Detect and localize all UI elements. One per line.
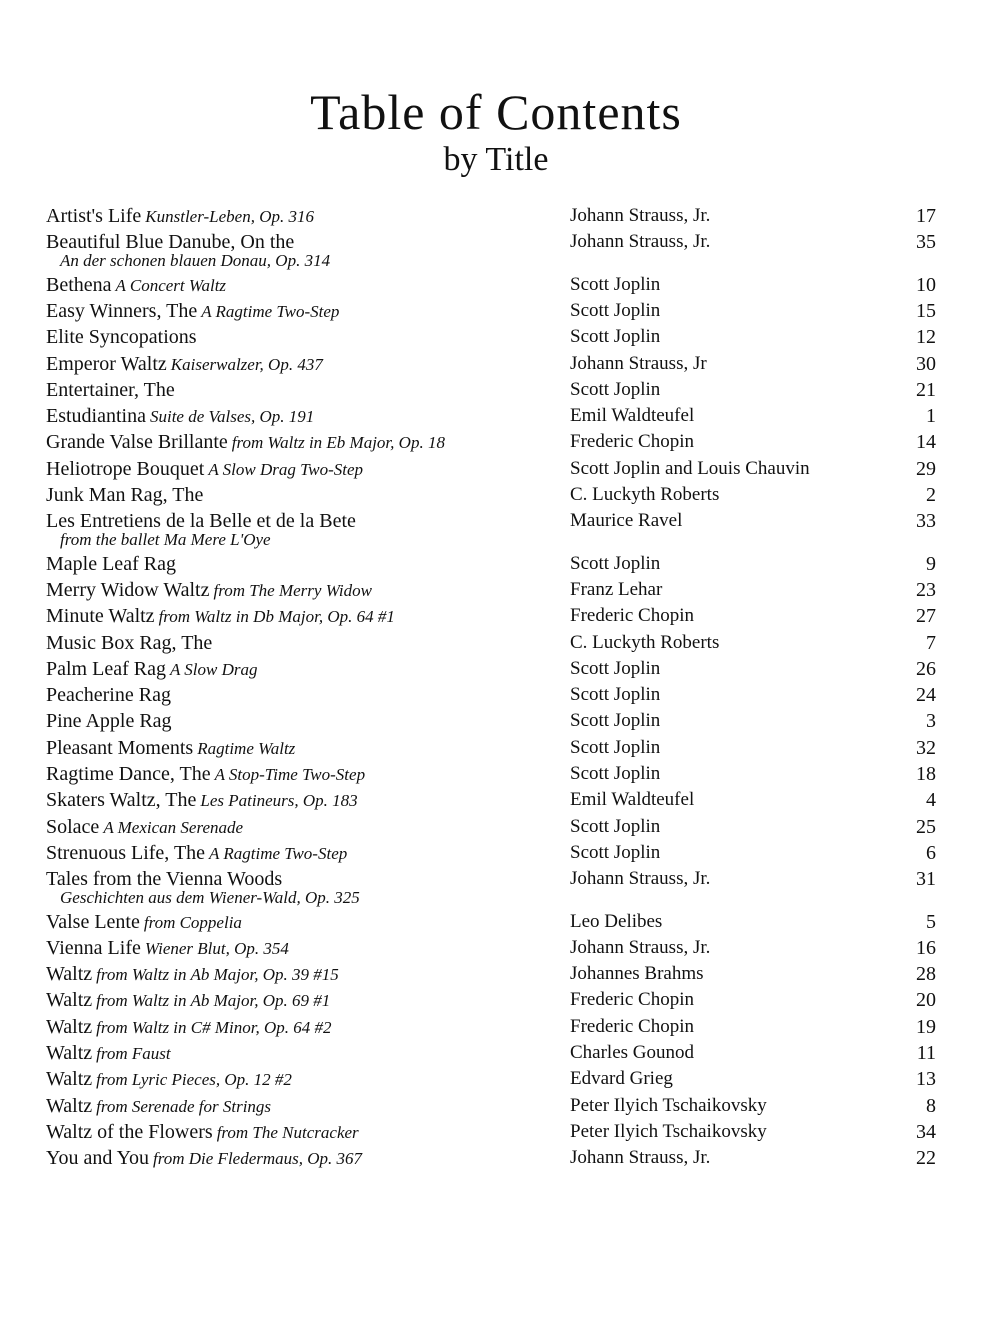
entry-title-cell	[46, 404, 314, 429]
entry-title: Strenuous Life, The	[46, 841, 206, 864]
entry-title-cell	[46, 578, 372, 603]
toc-entry	[0, 657, 992, 683]
entry-title: Waltz	[46, 989, 93, 1012]
entry-title-cell	[46, 936, 289, 961]
entry-title: Grande Valse Brillante	[46, 431, 228, 454]
entry-page-number: 15	[916, 299, 936, 322]
entry-subtitle: from Waltz in Ab Major, Op. 39 #15	[96, 965, 339, 985]
entry-subtitle: from The Nutcracker	[216, 1122, 359, 1142]
entry-title-cell	[46, 604, 395, 629]
entry-title: Pleasant Moments	[46, 736, 194, 759]
toc-entry	[0, 762, 992, 788]
toc-entry	[0, 378, 992, 404]
entry-title-cell	[46, 709, 172, 733]
entry-title-cell	[46, 762, 365, 787]
entry-subtitle: Kaiserwalzer, Op. 437	[170, 354, 323, 374]
toc-entry	[0, 1015, 992, 1041]
entry-page-number: 31	[916, 868, 936, 891]
toc-entry	[0, 631, 992, 657]
entry-composer: Charles Gounod	[570, 1042, 695, 1063]
toc-entry	[0, 936, 992, 962]
toc-entry	[0, 1094, 992, 1120]
entry-page-number: 18	[916, 763, 936, 785]
entry-composer: Johann Strauss, Jr.	[570, 868, 711, 890]
entry-composer: Edvard Grieg	[570, 1068, 673, 1090]
toc-entry	[0, 457, 992, 483]
entry-title-cell	[46, 1041, 171, 1066]
entry-title-cell	[46, 788, 358, 813]
entry-page-number: 19	[916, 1015, 936, 1038]
entry-title-cell	[46, 1146, 362, 1171]
toc-entry	[0, 404, 992, 430]
toc-entry	[0, 988, 992, 1014]
entry-title: Beautiful Blue Danube, On the	[46, 231, 295, 254]
toc-entry	[0, 1146, 992, 1172]
entry-page-number: 11	[916, 1042, 936, 1064]
toc-entry	[0, 709, 992, 735]
entry-title: Vienna Life	[46, 936, 141, 959]
entry-subtitle: from Waltz in C# Minor, Op. 64 #2	[96, 1017, 332, 1037]
entry-page-number: 25	[916, 815, 936, 838]
entry-title-cell	[46, 736, 295, 761]
entry-title: Waltz	[46, 1042, 93, 1064]
entry-subtitle: A Ragtime Two-Step	[209, 843, 348, 863]
entry-composer: Johann Strauss, Jr	[570, 352, 707, 374]
entry-title-cell	[46, 1015, 332, 1040]
entry-composer: Johann Strauss, Jr.	[570, 205, 711, 226]
entry-title: Waltz	[46, 1068, 93, 1091]
entry-page-number: 6	[926, 841, 936, 864]
entry-page-number: 30	[916, 352, 936, 375]
entry-composer: Franz Lehar	[570, 578, 663, 600]
entry-page-number: 22	[916, 1147, 936, 1170]
toc-entry	[0, 1120, 992, 1146]
entry-composer: Scott Joplin	[570, 815, 661, 837]
entry-page-number: 2	[926, 484, 936, 506]
entry-title: Palm Leaf Rag	[46, 657, 166, 680]
entry-composer: Johann Strauss, Jr.	[570, 1147, 711, 1169]
toc-entry	[0, 204, 992, 230]
entry-page-number: 27	[916, 605, 936, 628]
entry-title: Estudiantina	[46, 405, 146, 428]
entry-subtitle: A Mexican Serenade	[103, 817, 244, 837]
entry-composer: Scott Joplin	[570, 684, 661, 706]
entry-title: Maple Leaf Rag	[46, 552, 176, 575]
entry-subtitle: Kunstler-Leben, Op. 316	[145, 207, 314, 226]
entry-title-cell	[46, 683, 171, 707]
entry-title: Elite Syncopations	[46, 326, 197, 349]
entry-subtitle: from Die Fledermaus, Op. 367	[153, 1149, 363, 1169]
entry-composer: Scott Joplin	[570, 841, 661, 863]
entry-title: Entertainer, The	[46, 378, 175, 401]
entry-page-number: 9	[926, 552, 936, 575]
toc-entry	[0, 604, 992, 630]
entry-page-number: 23	[916, 578, 936, 601]
entry-composer: Scott Joplin	[570, 763, 661, 784]
entry-page-number: 5	[926, 910, 936, 933]
entry-title: Ragtime Dance, The	[46, 763, 211, 785]
entry-subtitle-line: Geschichten aus dem Wiener-Wald, Op. 325	[60, 888, 360, 908]
entry-title-cell	[46, 841, 347, 866]
entry-title-cell	[46, 1120, 359, 1145]
entry-subtitle: Suite de Valses, Op. 191	[149, 407, 315, 427]
entry-composer: Johann Strauss, Jr.	[570, 936, 711, 958]
entry-title: Music Box Rag, The	[46, 631, 213, 654]
toc-entry	[0, 910, 992, 936]
entry-composer: Scott Joplin	[570, 299, 661, 321]
entry-title-cell	[46, 299, 339, 324]
entry-composer: C. Luckyth Roberts	[570, 631, 720, 653]
entry-title: Easy Winners, The	[46, 299, 198, 322]
entry-composer: Frederic Chopin	[570, 1015, 695, 1037]
toc-entry	[0, 1041, 992, 1067]
entry-composer: Scott Joplin	[570, 378, 661, 400]
entry-page-number: 29	[916, 457, 936, 480]
entry-composer: Johann Strauss, Jr.	[570, 231, 711, 253]
toc-entry	[0, 736, 992, 762]
toc-entry	[0, 1067, 992, 1093]
entry-subtitle: from Coppelia	[143, 912, 242, 932]
entry-composer: Scott Joplin	[570, 326, 661, 348]
toc-entry	[0, 578, 992, 604]
entry-title-cell	[46, 910, 242, 935]
entry-subtitle: A Slow Drag	[169, 659, 258, 679]
entry-composer: Scott Joplin and Louis Chauvin	[570, 457, 810, 479]
entry-page-number: 3	[926, 710, 936, 733]
entry-subtitle: Les Patineurs, Op. 183	[200, 791, 358, 811]
entry-title-cell	[46, 378, 175, 402]
entry-title: Solace	[46, 815, 100, 838]
toc-entry	[0, 867, 992, 908]
entry-title-cell	[46, 325, 197, 349]
entry-composer: Scott Joplin	[570, 736, 661, 758]
entry-page-number: 34	[916, 1120, 936, 1143]
entry-title: Minute Waltz	[46, 605, 155, 628]
entry-title: Junk Man Rag, The	[46, 484, 204, 506]
entry-composer: C. Luckyth Roberts	[570, 484, 720, 505]
toc-entry	[0, 273, 992, 299]
entry-composer: Peter Ilyich Tschaikovsky	[570, 1094, 767, 1116]
entry-page-number: 12	[916, 326, 936, 349]
entry-composer: Scott Joplin	[570, 552, 661, 574]
entry-subtitle: A Stop-Time Two-Step	[214, 765, 366, 784]
entry-title-cell	[46, 657, 258, 682]
entry-title: Waltz	[46, 1094, 93, 1117]
toc-entry	[0, 352, 992, 378]
toc-entry	[0, 483, 992, 509]
entry-page-number: 13	[916, 1068, 936, 1091]
entry-subtitle-line: An der schonen blauen Donau, Op. 314	[60, 251, 331, 271]
toc-entry	[0, 841, 992, 867]
toc-entry	[0, 788, 992, 814]
entry-page-number: 16	[916, 936, 936, 959]
entry-title: Waltz of the Flowers	[46, 1120, 213, 1143]
entry-title-cell	[46, 1067, 292, 1092]
entry-title-cell	[46, 352, 323, 377]
entry-title: Les Entretiens de la Belle et de la Bete	[46, 510, 356, 533]
entry-title-cell	[46, 273, 226, 298]
page-subtitle: by Title	[443, 141, 549, 178]
entry-composer: Scott Joplin	[570, 710, 661, 732]
entry-page-number: 7	[926, 631, 936, 654]
toc-entry	[0, 552, 992, 578]
entry-page-number: 33	[916, 510, 936, 533]
toc-entry	[0, 299, 992, 325]
entry-subtitle: from Serenade for Strings	[96, 1096, 272, 1116]
entry-title: You and You	[46, 1147, 150, 1170]
entry-page-number: 35	[916, 231, 936, 254]
entry-page-number: 17	[916, 205, 936, 227]
entry-subtitle: A Ragtime Two-Step	[201, 301, 340, 321]
entry-page-number: 10	[916, 273, 936, 296]
entry-title: Peacherine Rag	[46, 684, 171, 707]
entry-subtitle: from Waltz in Db Major, Op. 64 #1	[158, 607, 395, 627]
entry-title: Tales from the Vienna Woods	[46, 868, 283, 891]
entry-subtitle: A Slow Drag Two-Step	[208, 459, 364, 479]
entry-page-number: 1	[926, 405, 936, 428]
entry-composer: Scott Joplin	[570, 657, 661, 679]
entry-title: Waltz	[46, 963, 93, 986]
entry-subtitle: from The Merry Widow	[213, 580, 372, 600]
entry-title: Waltz	[46, 1015, 93, 1038]
entry-composer: Emil Waldteufel	[570, 405, 695, 427]
entry-composer: Peter Ilyich Tschaikovsky	[570, 1120, 767, 1142]
toc-entry	[0, 230, 992, 271]
entry-page-number: 26	[916, 657, 936, 680]
entry-title-cell	[46, 631, 212, 655]
entry-title-cell	[46, 962, 339, 987]
entry-title: Merry Widow Waltz	[46, 578, 210, 601]
entry-composer: Scott Joplin	[570, 273, 661, 295]
entry-subtitle: from Lyric Pieces, Op. 12 #2	[96, 1070, 292, 1090]
entry-title-cell	[46, 815, 243, 840]
entry-title-cell	[46, 483, 203, 507]
entry-subtitle: Ragtime Waltz	[197, 738, 296, 758]
entry-subtitle: Wiener Blut, Op. 354	[144, 938, 289, 958]
entry-subtitle: from Faust	[96, 1044, 171, 1063]
entry-subtitle-line: from the ballet Ma Mere L'Oye	[60, 530, 271, 550]
entry-composer: Maurice Ravel	[570, 510, 683, 532]
entry-title: Valse Lente	[46, 910, 140, 933]
entry-title: Artist's Life	[46, 205, 142, 227]
toc-entry	[0, 962, 992, 988]
entry-composer: Leo Delibes	[570, 910, 663, 932]
entry-title: Heliotrope Bouquet	[46, 457, 205, 480]
entry-title-cell	[46, 204, 314, 229]
entry-page-number: 8	[926, 1094, 936, 1117]
entry-composer: Emil Waldteufel	[570, 789, 695, 811]
entry-title-cell	[46, 988, 330, 1013]
entry-page-number: 4	[926, 789, 936, 812]
toc-entry	[0, 815, 992, 841]
entry-page-number: 14	[916, 431, 936, 454]
entry-subtitle: A Concert Waltz	[115, 275, 227, 295]
entry-title: Emperor Waltz	[46, 352, 167, 375]
entry-page-number: 32	[916, 736, 936, 759]
entry-title-cell	[46, 1094, 271, 1119]
entry-composer: Frederic Chopin	[570, 989, 695, 1011]
entry-subtitle: from Waltz in Eb Major, Op. 18	[231, 433, 445, 453]
entry-title-cell	[46, 457, 363, 482]
entry-title: Pine Apple Rag	[46, 710, 172, 733]
entry-page-number: 28	[916, 963, 936, 986]
entry-subtitle: from Waltz in Ab Major, Op. 69 #1	[96, 991, 331, 1011]
entry-page-number: 21	[916, 378, 936, 401]
entry-composer: Frederic Chopin	[570, 605, 695, 627]
entry-title-cell	[46, 552, 176, 576]
entry-page-number: 20	[916, 989, 936, 1012]
entry-page-number: 24	[916, 684, 936, 707]
entry-composer: Johannes Brahms	[570, 963, 704, 985]
toc-entry	[0, 509, 992, 550]
page-title: Table of Contents	[310, 84, 682, 140]
entry-title: Skaters Waltz, The	[46, 789, 197, 812]
toc-entry	[0, 325, 992, 351]
entry-title: Bethena	[46, 273, 112, 296]
toc-entry	[0, 683, 992, 709]
entry-title-cell	[46, 430, 445, 455]
entry-composer: Frederic Chopin	[570, 431, 695, 453]
toc-entry	[0, 430, 992, 456]
